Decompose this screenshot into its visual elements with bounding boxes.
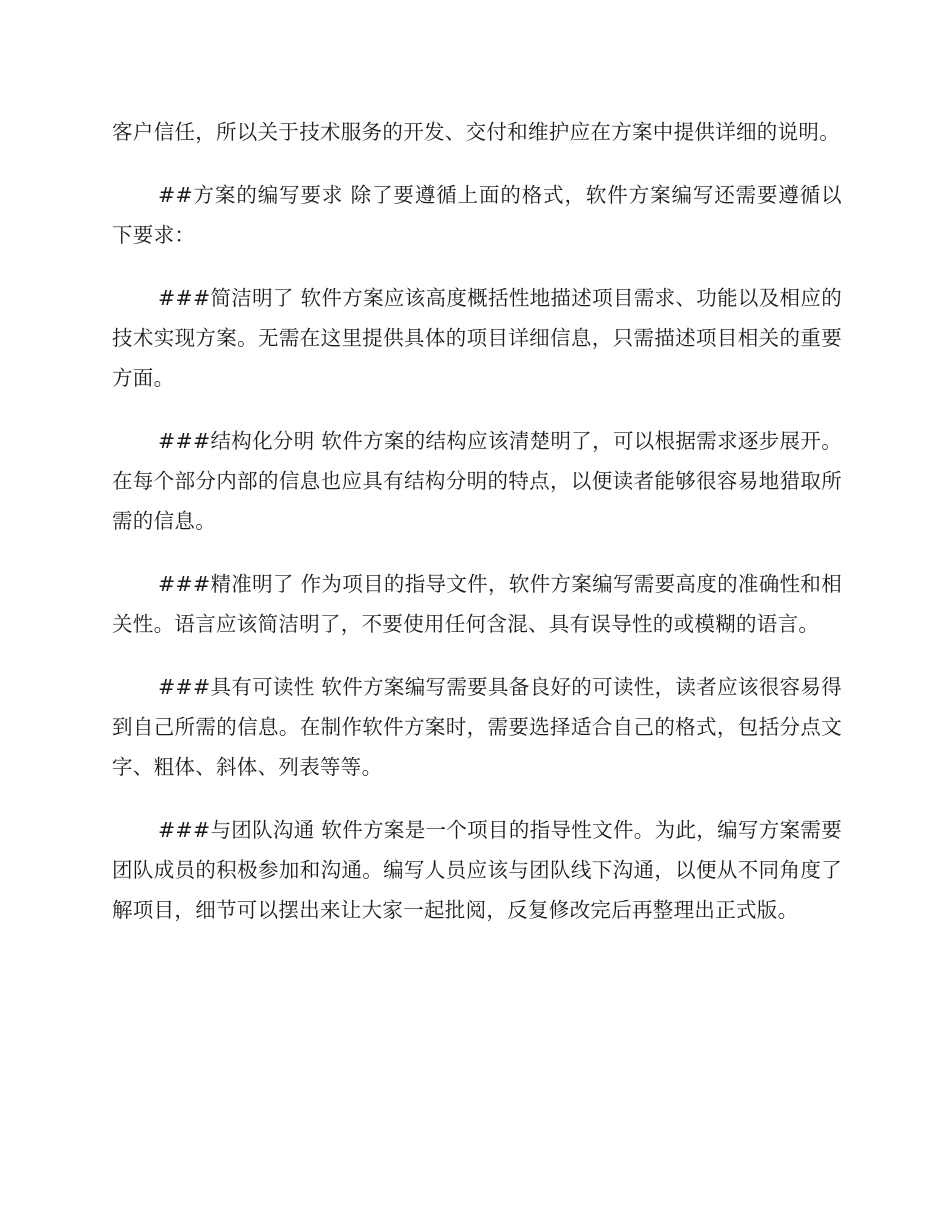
paragraph-writing-requirements: ##方案的编写要求 除了要遵循上面的格式，软件方案编写还需要遵循以下要求： (112, 183, 842, 247)
paragraph-readability: ###具有可读性 软件方案编写需要具备良好的可读性，读者应该很容易得到自己所需的信息。在制作软件方案时，需要选择适合自己的格式，包括分点文字、粗体、斜体、列表等等。 (112, 675, 842, 779)
paragraph-concise: ###简洁明了 软件方案应该高度概括性地描述项目需求、功能以及相应的技术实现方案。无需在这里提供具体的项目详细信息，只需描述项目相关的重要方面。 (112, 286, 842, 390)
paragraph-structured: ###结构化分明 软件方案的结构应该清楚明了，可以根据需求逐步展开。在每个部分内部的信息也应具有结构分明的特点，以便读者能够很容易地猎取所需的信息。 (112, 429, 842, 533)
paragraph-team-communication: ###与团队沟通 软件方案是一个项目的指导性文件。为此，编写方案需要团队成员的积极参加和沟通。编写人员应该与团队线下沟通，以便从不同角度了解项目，细节可以摆出来让大家一起批阅，反复修改完后再整理出正式版。 (112, 818, 842, 922)
document-body (112, 112, 842, 953)
paragraph-continuation: 客户信任，所以关于技术服务的开发、交付和维护应在方案中提供详细的说明。 (112, 120, 840, 144)
paragraph-precise: ###精准明了 作为项目的指导文件，软件方案编写需要高度的准确性和相关性。语言应该简洁明了，不要使用任何含混、具有误导性的或模糊的语言。 (112, 572, 842, 636)
